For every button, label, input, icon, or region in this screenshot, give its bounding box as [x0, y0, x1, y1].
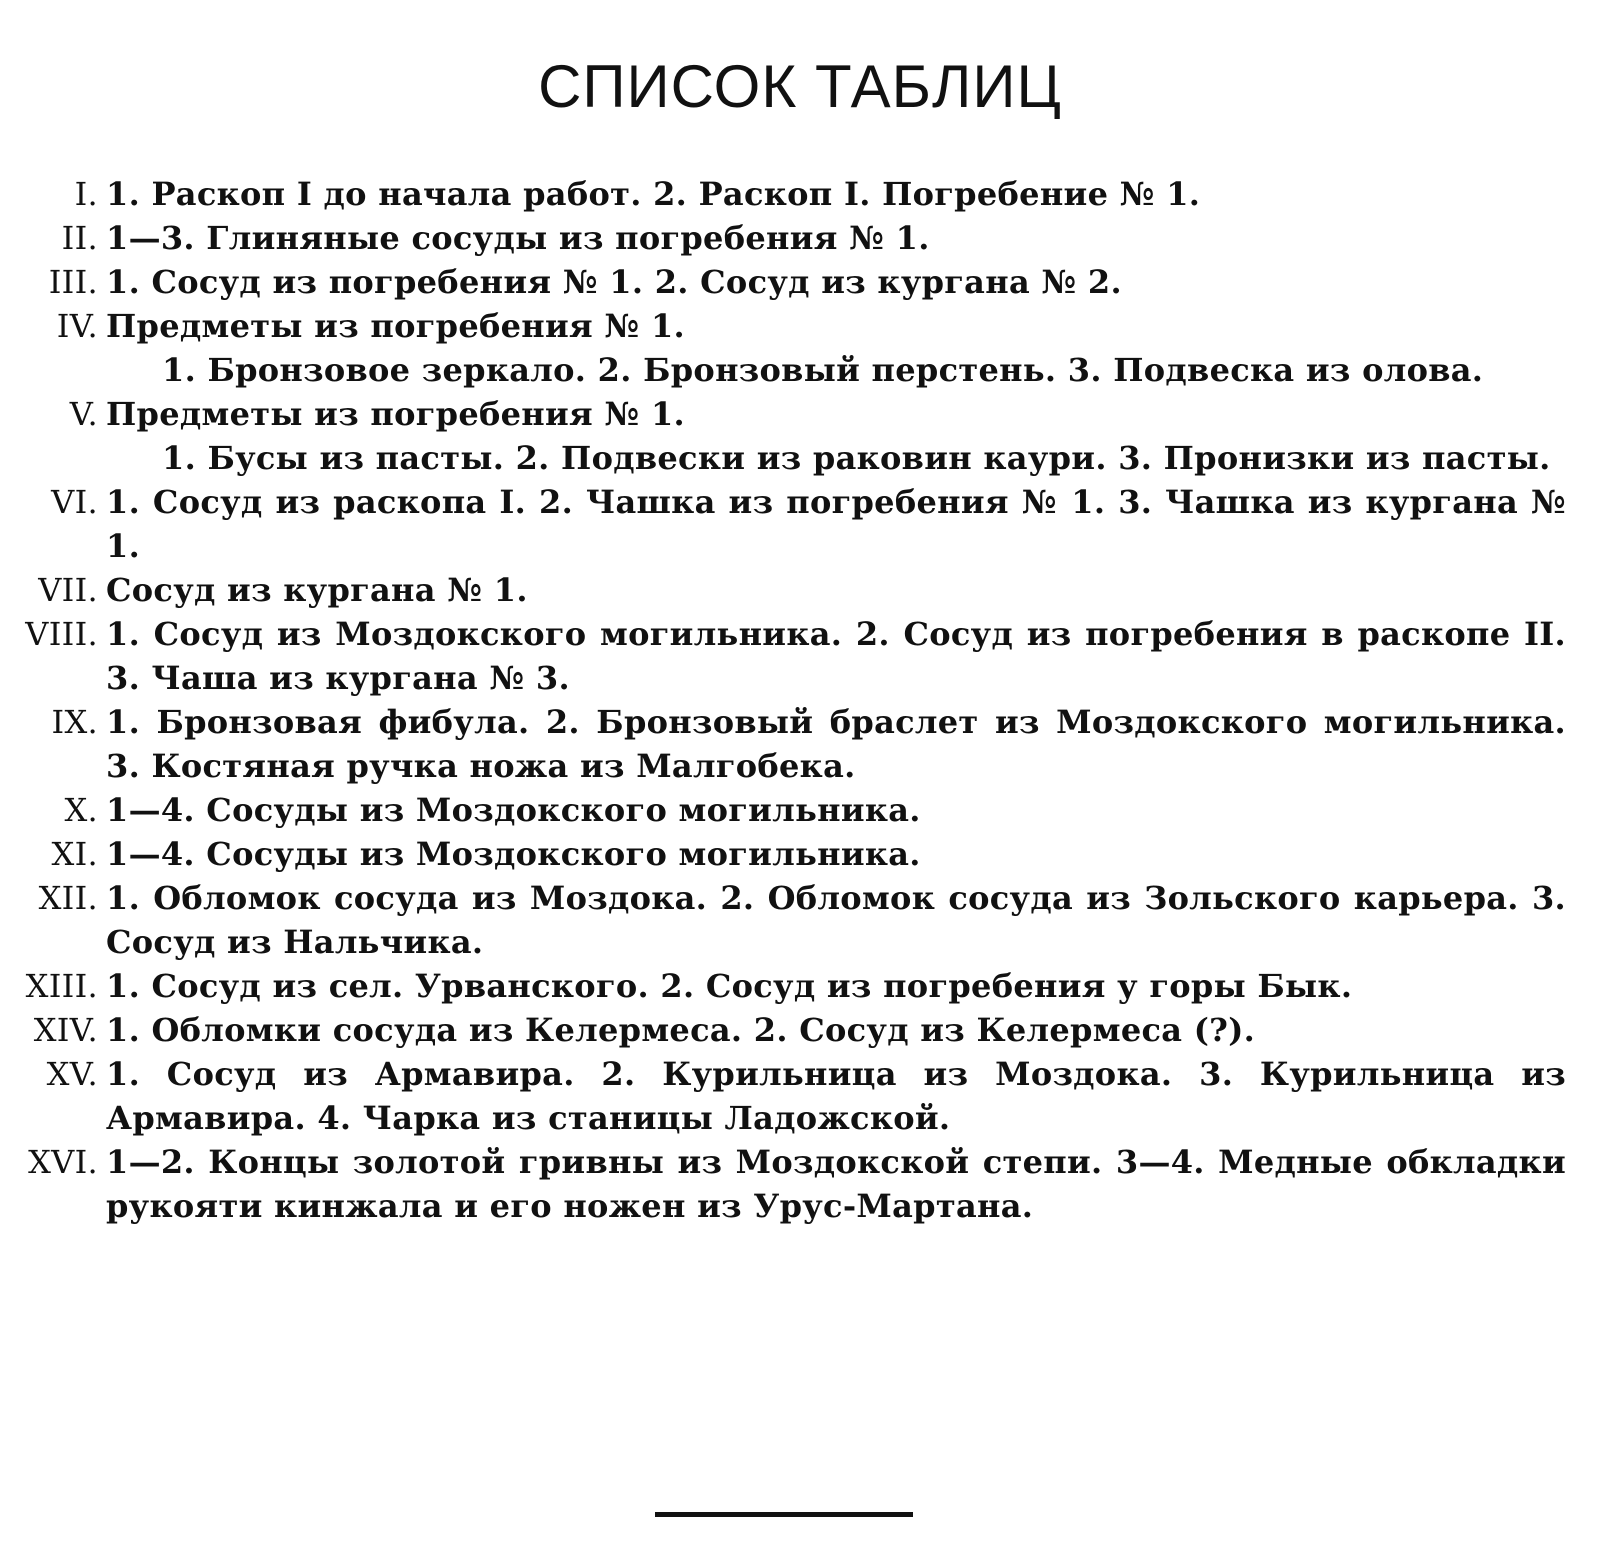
list-item [0, 1052, 1600, 1140]
list-item [0, 392, 1600, 480]
plate-description: 1. Сосуд из раскопа I. 2. Чашка из погребения № 1. 3. Чашка из кургана № 1. [106, 483, 1566, 565]
list-item [0, 172, 1600, 216]
plate-numeral: XV. [46, 1055, 98, 1093]
plate-numeral: V. [69, 395, 98, 433]
plate-numeral: XI. [51, 835, 98, 873]
list-item [0, 964, 1600, 1008]
plate-description: 1. Сосуд из погребения № 1. 2. Сосуд из кургана № 2. [106, 263, 1122, 301]
end-rule-divider [655, 1512, 913, 1517]
plate-numeral: XII. [38, 879, 98, 917]
plate-numeral: VIII. [25, 615, 98, 653]
list-item [0, 700, 1600, 788]
plate-description: 1. Сосуд из Армавира. 2. Курильница из Моздока. 3. Курильница из Армавира. 4. Чарка из станицы Ладожской. [106, 1055, 1566, 1137]
plate-description: 1—3. Глиняные сосуды из погребения № 1. [106, 219, 930, 257]
list-item [0, 216, 1600, 260]
plate-description [106, 304, 1566, 392]
list-item [0, 568, 1600, 612]
plate-numeral: IV. [56, 307, 98, 345]
plate-numeral: X. [64, 791, 98, 829]
plate-description: 1—4. Сосуды из Моздокского могильника. [106, 835, 921, 873]
plate-heading: Предметы из погребения № 1. [106, 395, 685, 433]
list-item [0, 788, 1600, 832]
plate-heading: Предметы из погребения № 1. [106, 307, 685, 345]
plate-items: 1. Бусы из пасты. 2. Подвески из раковин каури. 3. Пронизки из пасты. [162, 439, 1551, 477]
plate-numeral: IX. [51, 703, 98, 741]
plate-description: 1. Сосуд из Моздокского могильника. 2. Сосуд из погребения в раскопе II. 3. Чаша из кургана № 3. [106, 615, 1566, 697]
list-item [0, 1140, 1600, 1228]
plate-description: 1. Обломки сосуда из Келермеса. 2. Сосуд из Келермеса (?). [106, 1011, 1256, 1049]
list-item [0, 612, 1600, 700]
plate-description: 1—2. Концы золотой гривны из Моздокской степи. 3—4. Медные обкладки рукояти кинжала и его ножен из Урус-Мартана. [106, 1143, 1566, 1225]
list-item [0, 832, 1600, 876]
plate-items: 1. Бронзовое зеркало. 2. Бронзовый перстень. 3. Подвеска из олова. [162, 351, 1484, 389]
plate-numeral: XVI. [28, 1143, 98, 1181]
plate-numeral: XIV. [33, 1011, 98, 1049]
list-item [0, 876, 1600, 964]
plate-numeral: II. [61, 219, 98, 257]
list-item [0, 304, 1600, 392]
plate-numeral: VI. [51, 483, 98, 521]
plate-description: Сосуд из кургана № 1. [106, 571, 528, 609]
plate-description: 1—4. Сосуды из Моздокского могильника. [106, 791, 921, 829]
plate-numeral: I. [74, 175, 98, 213]
plate-numeral: III. [48, 263, 98, 301]
plate-description: 1. Сосуд из сел. Урванского. 2. Сосуд из погребения у горы Бык. [106, 967, 1353, 1005]
plate-description: 1. Бронзовая фибула. 2. Бронзовый браслет из Моздокского могильника. 3. Костяная ручка ножа из Малгобека. [106, 703, 1566, 785]
page-title: СПИСОК ТАБЛИЦ [538, 53, 1062, 120]
plate-numeral: VII. [38, 571, 98, 609]
plate-description [106, 392, 1566, 480]
list-item [0, 1008, 1600, 1052]
plate-numeral: XIII. [25, 967, 98, 1005]
list-item [0, 480, 1600, 568]
plate-description: 1. Раскоп I до начала работ. 2. Раскоп I. Погребение № 1. [106, 175, 1201, 213]
plates-list [0, 172, 1600, 1228]
list-item [0, 260, 1600, 304]
plate-description: 1. Обломок сосуда из Моздока. 2. Обломок сосуда из Зольского карьера. 3. Сосуд из Нальчика. [106, 879, 1566, 961]
